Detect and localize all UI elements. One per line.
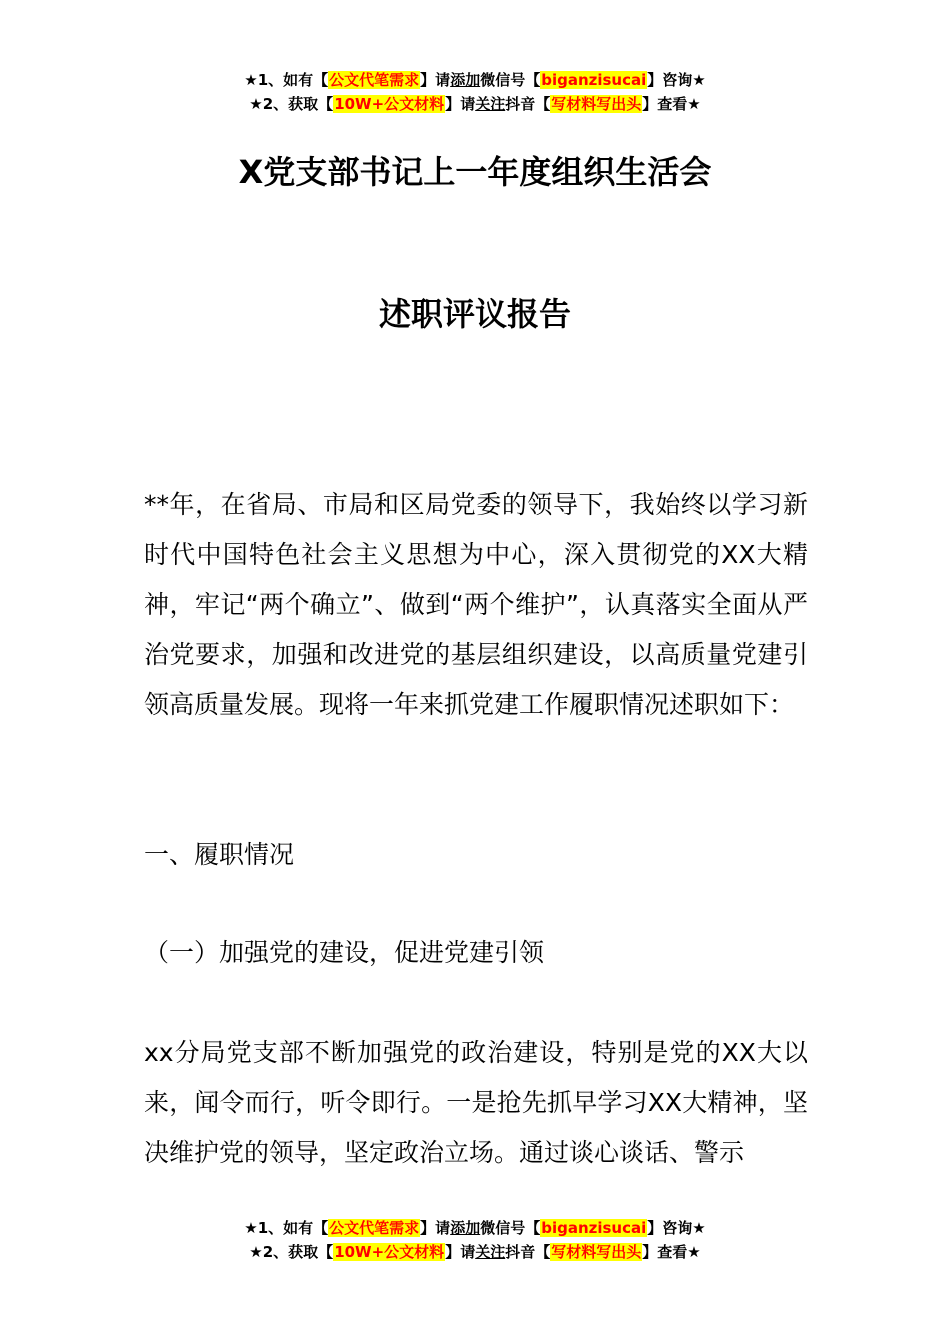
banner-underline: 关注 bbox=[475, 95, 506, 113]
document-title-line-2: 述职评议报告 bbox=[378, 295, 571, 333]
banner-line-1 bbox=[0, 1216, 950, 1240]
body-paragraph-2: xx分局党支部不断加强党的政治建设，特别是党的XX大以来，闻令而行，听令即行。一是抢先抓早学习XX大精神，坚决维护党的领导，坚定政治立场。通过谈心谈话、警示 bbox=[144, 1038, 808, 1167]
banner-text: 】请 bbox=[445, 1243, 476, 1261]
body-paragraph-1: **年，在省局、市局和区局党委的领导下，我始终以学习新时代中国特色社会主义思想为中心，深入贯彻党的XX大精神，牢记“两个确立”、做到“两个维护”，认真落实全面从严治党要求，加强和改进党的基层组织建设，以高质量党建引领高质量发展。现将一年来抓党建工作履职情况述职如下： bbox=[144, 490, 808, 719]
banner-underline: 添加 bbox=[450, 1219, 481, 1237]
banner-highlight: 10W+公文材料 bbox=[334, 1243, 445, 1261]
banner-text: 抖音【 bbox=[505, 1243, 551, 1261]
banner-highlight: biganzisucai bbox=[541, 71, 647, 89]
banner-text: 】咨询★ bbox=[647, 71, 706, 89]
banner-line-1 bbox=[0, 68, 950, 92]
banner-highlight: biganzisucai bbox=[541, 1219, 647, 1237]
banner-highlight: 公文代笔需求 bbox=[329, 1219, 420, 1237]
header-banner bbox=[0, 68, 950, 116]
section-heading-2: （一）加强党的建设，促进党建引领 bbox=[144, 938, 545, 967]
banner-text: 】咨询★ bbox=[647, 1219, 706, 1237]
banner-text: 】查看★ bbox=[642, 95, 701, 113]
banner-text: ★2、获取【 bbox=[249, 1243, 334, 1261]
banner-highlight: 公文代笔需求 bbox=[329, 71, 420, 89]
banner-text: 】请 bbox=[420, 71, 451, 89]
footer-banner bbox=[0, 1216, 950, 1264]
banner-text: 】查看★ bbox=[642, 1243, 701, 1261]
banner-text: 】请 bbox=[445, 95, 476, 113]
banner-text: 微信号【 bbox=[480, 71, 541, 89]
banner-underline: 添加 bbox=[450, 71, 481, 89]
banner-text: 微信号【 bbox=[480, 1219, 541, 1237]
banner-highlight: 写材料写出头 bbox=[551, 95, 642, 113]
banner-line-2 bbox=[0, 92, 950, 116]
banner-text: ★1、如有【 bbox=[244, 1219, 329, 1237]
banner-highlight: 写材料写出头 bbox=[551, 1243, 642, 1261]
banner-text: ★1、如有【 bbox=[244, 71, 329, 89]
banner-highlight: 10W+公文材料 bbox=[334, 95, 445, 113]
banner-text: ★2、获取【 bbox=[249, 95, 334, 113]
banner-text: 抖音【 bbox=[505, 95, 551, 113]
banner-line-2 bbox=[0, 1240, 950, 1264]
banner-underline: 关注 bbox=[475, 1243, 506, 1261]
section-heading-1: 一、履职情况 bbox=[144, 840, 295, 869]
document-title-line-1: X党支部书记上一年度组织生活会 bbox=[238, 153, 712, 191]
banner-text: 】请 bbox=[420, 1219, 451, 1237]
